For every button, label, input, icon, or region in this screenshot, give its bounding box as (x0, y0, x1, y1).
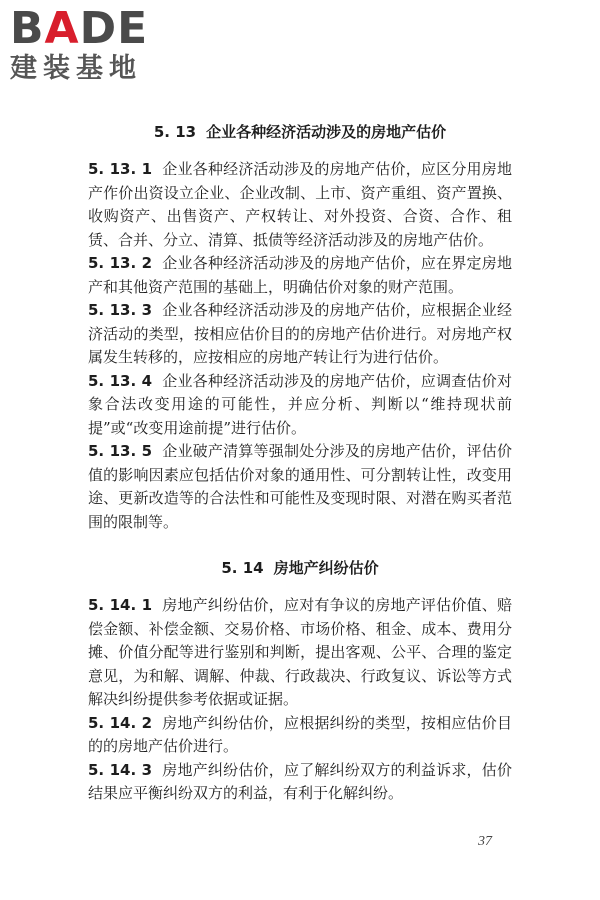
clause-5-14-1 (88, 594, 512, 712)
clause-text: 企业破产清算等强制处分涉及的房地产估价，评估价值的影响因素应包括估价对象的通用性、可分割转让性，改变用途、更新改造等的合法性和可能性及变现时限、对潜在购买者范围的限制等。 (88, 442, 512, 531)
clause-5-13-4 (88, 370, 512, 441)
page-number: 37 (478, 834, 492, 849)
logo (10, 3, 180, 84)
logo-subtitle: 建装基地 (10, 53, 142, 84)
clause-5-14-3 (88, 759, 512, 806)
logo-wordmark (10, 3, 180, 54)
clause-text: 房地产纠纷估价，应对有争议的房地产评估价值、赔偿金额、补偿金额、交易价格、市场价格、租金、成本、费用分摊、价值分配等进行鉴别和判断，提出客观、公平、合理的鉴定意见，为和解、调解、仲裁、行政裁决、行政复议、诉讼等方式解决纠纷提供参考依据或证据。 (88, 596, 512, 708)
section-heading-5-13 (88, 122, 512, 142)
clause-text: 企业各种经济活动涉及的房地产估价，应根据企业经济活动的类型，按相应估价目的的房地产估价进行。对房地产权属发生转移的，应按相应的房地产转让行为进行估价。 (88, 301, 512, 366)
clause-number: 5. 14. 1 (88, 596, 153, 614)
logo-letters-2: DE (79, 3, 149, 54)
section-number: 5. 14 (221, 559, 264, 577)
section-title-text: 房地产纠纷估价 (273, 559, 379, 577)
document-body (88, 118, 512, 806)
clause-number: 5. 14. 3 (88, 760, 153, 779)
section-number: 5. 13 (153, 123, 197, 141)
clause-number: 5. 13. 1 (88, 160, 153, 178)
clause-text: 房地产纠纷估价，应根据纠纷的类型，按相应估价目的的房地产估价进行。 (88, 713, 512, 755)
clause-number: 5. 13. 3 (88, 301, 153, 319)
clause-number: 5. 14. 2 (88, 713, 153, 732)
clause-text: 企业各种经济活动涉及的房地产估价，应调查估价对象合法改变用途的可能性，并应分析、判断以“维持现状前提”或“改变用途前提”进行估价。 (88, 371, 512, 437)
clause-5-13-1 (88, 158, 512, 252)
clause-5-13-2 (88, 252, 512, 299)
section-title-text: 企业各种经济活动涉及的房地产估价 (206, 123, 447, 141)
logo-letters-1: B (10, 3, 45, 54)
clause-text: 房地产纠纷估价，应了解纠纷双方的利益诉求，估价结果应平衡纠纷双方的利益，有利于化解纠纷。 (88, 760, 512, 802)
clause-number: 5. 13. 5 (88, 442, 153, 460)
clause-5-13-3 (88, 299, 512, 370)
logo-letter-accent: A (44, 3, 80, 54)
clause-number: 5. 13. 2 (88, 254, 153, 272)
clause-5-14-2 (88, 712, 512, 759)
clause-number: 5. 13. 4 (88, 371, 153, 390)
clause-text: 企业各种经济活动涉及的房地产估价，应在界定房地产和其他资产范围的基础上，明确估价对象的财产范围。 (88, 254, 512, 296)
clause-text: 企业各种经济活动涉及的房地产估价，应区分用房地产作价出资设立企业、企业改制、上市、资产重组、资产置换、收购资产、出售资产、产权转让、对外投资、合资、合作、租赁、合并、分立、清算、抵债等经济活动涉及的房地产估价。 (88, 160, 512, 249)
section-spacer (88, 534, 512, 554)
clause-5-13-5 (88, 440, 512, 534)
section-heading-5-14 (88, 558, 512, 578)
